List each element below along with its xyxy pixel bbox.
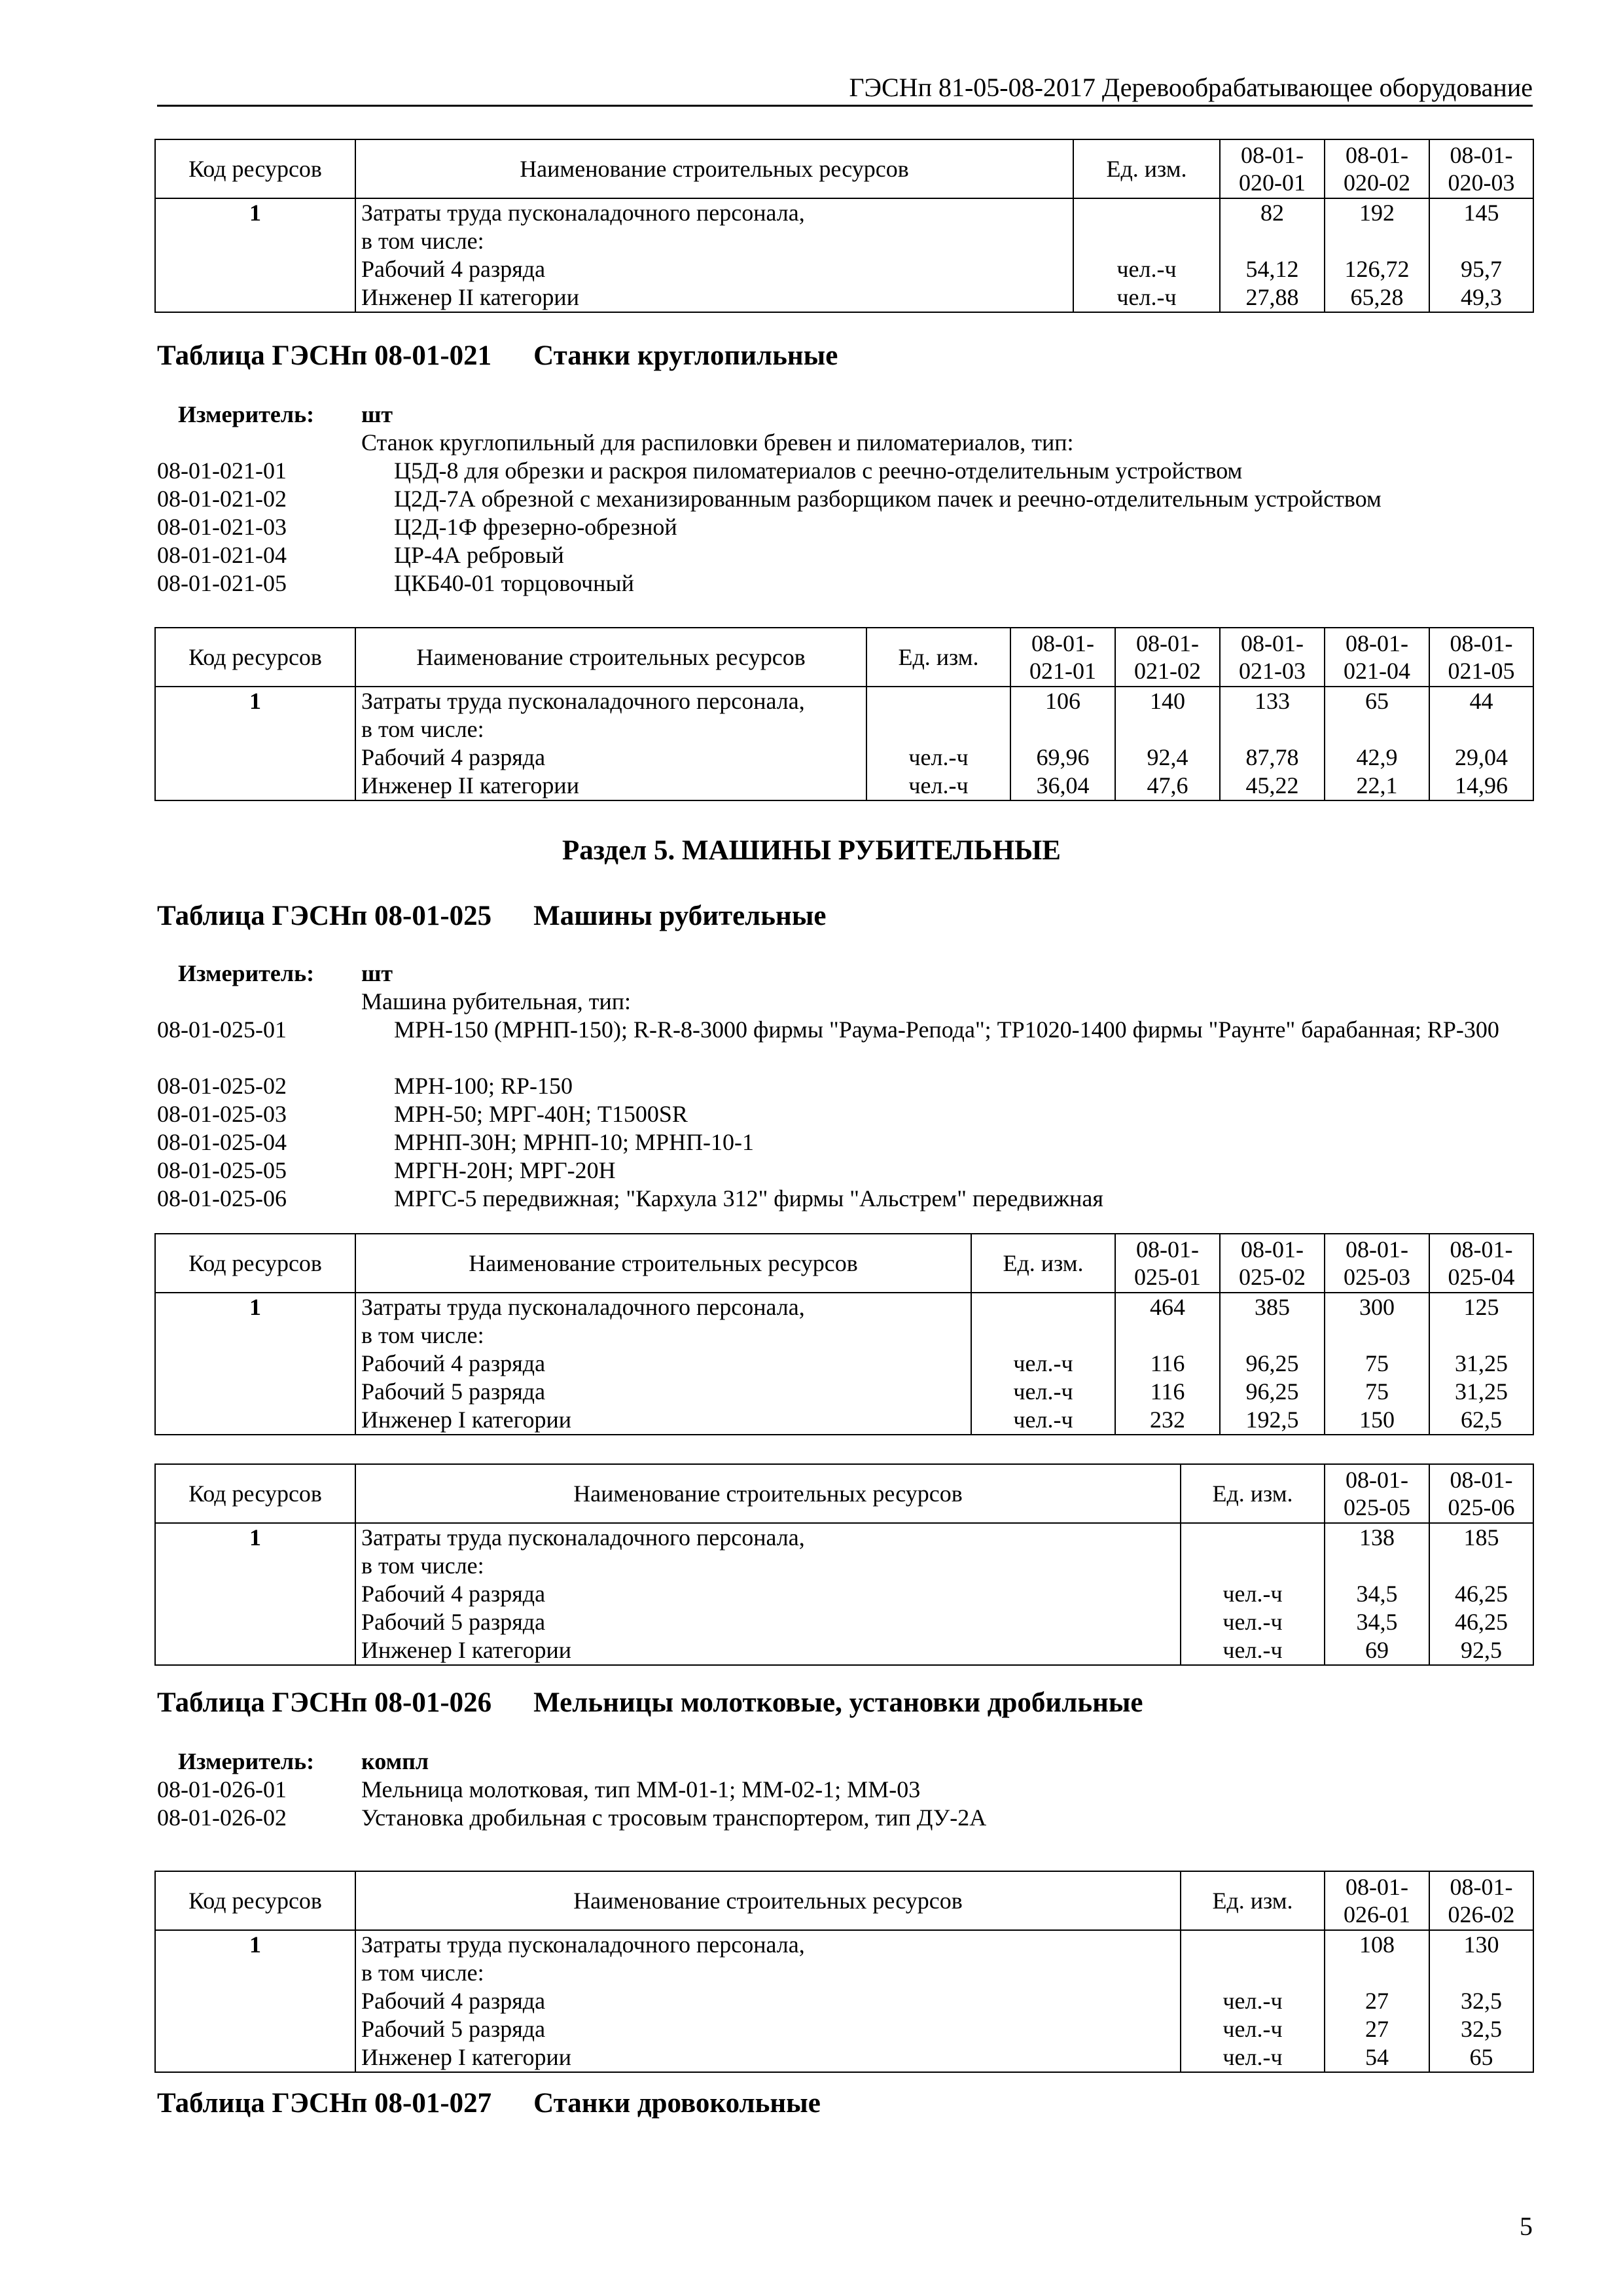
list-item: 08-01-025-03 МРН-50; МРГ-40Н; Т1500SR: [157, 1101, 688, 1127]
col-norm-header: 08-01- 020-03: [1429, 139, 1533, 198]
table-header-row: Код ресурсов Наименование строительных ресурсов Ед. изм. 08-01- 025-01 08-01- 025-02 08-01- 025-03 08-01- 025-04: [155, 1234, 1533, 1293]
resource-table-025-a: [154, 1233, 1534, 1435]
table-row: 1 Затраты труда пусконаладочного персонала, в том числе: Рабочий 4 разряда Рабочий 5 разряда Инженер I категории чел.-ч чел.-ч чел.-ч 138 34,5 34,5 69 185 46,25 46,25 92,5: [155, 1523, 1533, 1665]
list-item: 08-01-021-05 ЦКБ40-01 торцовочный: [157, 570, 634, 596]
meter-block-026: Измеритель: компл 08-01-026-01 Мельница молотковая, тип ММ-01-1; ММ-02-1; ММ-03 08-01-026-02 Установка дробильная с тросовым транспортером, тип ДУ-2А: [157, 1748, 1533, 1832]
resource-table-021: [154, 627, 1534, 801]
list-item: 08-01-025-01 МРН-150 (МРНП-150); R-R-8-3000 фирмы "Раума-Репода"; ТР1020-1400 фирмы "Раунте" барабанная; RP-300: [157, 1016, 1499, 1043]
table-header-row: Код ресурсов Наименование строительных ресурсов Ед. изм. 08-01- 021-01 08-01- 021-02 08-01- 021-03 08-01- 021-04 08-01- 021-05: [155, 628, 1533, 687]
table-header-row: Код ресурсов Наименование строительных ресурсов Ед. изм. 08-01- 026-01 08-01- 026-02: [155, 1871, 1533, 1930]
page-number: 5: [1520, 2212, 1533, 2241]
table-title-025: Таблица ГЭСНп 08-01-025 Машины рубительные: [157, 901, 827, 931]
resource-unit: чел.-ч чел.-ч: [1073, 198, 1220, 312]
norm-values: 145 95,7 49,3: [1429, 198, 1533, 312]
resource-code: 1: [155, 198, 355, 312]
table-header-row: Код ресурсов Наименование строительных ресурсов Ед. изм. 08-01- 025-05 08-01- 025-06: [155, 1464, 1533, 1523]
list-item: 08-01-021-01 Ц5Д-8 для обрезки и раскроя пиломатериалов с реечно-отделительным устройством: [157, 457, 1243, 484]
table-title-021: Таблица ГЭСНп 08-01-021 Станки круглопильные: [157, 340, 838, 371]
resource-table-026: [154, 1871, 1534, 2073]
col-name-header: Наименование строительных ресурсов: [355, 139, 1073, 198]
list-item: 08-01-025-05 МРГН-20Н; МРГ-20Н: [157, 1157, 616, 1183]
section-title: Раздел 5. МАШИНЫ РУБИТЕЛЬНЫЕ: [562, 835, 1061, 866]
col-norm-header: 08-01- 020-01: [1220, 139, 1325, 198]
table-row: 1 Затраты труда пусконаладочного персонала, в том числе: Рабочий 4 разряда Рабочий 5 разряда Инженер I категории чел.-ч чел.-ч чел.-ч 464 116 116 232 385 96,25 96,25 192,5 300 75 75 150 125 31,25 31,25 62,5: [155, 1293, 1533, 1435]
list-item: 08-01-025-04 МРНП-30Н; МРНП-10; МРНП-10-1: [157, 1129, 755, 1155]
list-item: 08-01-026-02 Установка дробильная с тросовым транспортером, тип ДУ-2А: [157, 1804, 987, 1831]
resource-name: Затраты труда пусконаладочного персонала, в том числе: Рабочий 4 разряда Инженер II категории: [355, 198, 1073, 312]
meter-block-021: Измеритель: шт Станок круглопильный для распиловки бревен и пиломатериалов, тип: 08-01-021-01 Ц5Д-8 для обрезки и раскроя пиломатериалов с реечно-отделительным устройством 08-01-021-02 Ц2Д-7А обрезной с механизированным разборщиком пачек и реечно-отделительным устройством 08-01-021-03 Ц2Д-1Ф фрезерно-обрезной 08-01-021-04 ЦР-4А ребровый 08-01-021-05 ЦКБ40-01 торцовочный: [157, 401, 1533, 598]
col-unit-header: Ед. изм.: [1073, 139, 1220, 198]
running-header: ГЭСНп 81-05-08-2017 Деревообрабатывающее оборудование: [157, 71, 1533, 107]
list-item: 08-01-026-01 Мельница молотковая, тип ММ-01-1; ММ-02-1; ММ-03: [157, 1776, 921, 1803]
table-row: 1 Затраты труда пусконаладочного персонала, в том числе: Рабочий 4 разряда Инженер II категории чел.-ч чел.-ч 106 69,96 36,04 140 92,4 47,6 133 87,78 45,22 65 42,9 22,1 44 29,04 14,96: [155, 687, 1533, 800]
meter-block-025: Измеритель: шт Машина рубительная, тип: 08-01-025-01 МРН-150 (МРНП-150); R-R-8-3000 фирмы "Раума-Репода"; ТР1020-1400 фирмы "Раунте" барабанная; RP-300 08-01-025-02 МРН-100; RP-150 08-01-025-03 МРН-50; МРГ-40Н; Т1500SR 08-01-025-04 МРНП-30Н; МРНП-10; МРНП-10-1 08-01-025-05 МРГН-20Н; МРГ-20Н 08-01-025-06 МРГС-5 передвижная; "Кархула 312" фирмы "Альстрем" передвижная: [157, 960, 1533, 1213]
norm-values: 192 126,72 65,28: [1325, 198, 1429, 312]
col-code-header: Код ресурсов: [155, 139, 355, 198]
table-title-026: Таблица ГЭСНп 08-01-026 Мельницы молотковые, установки дробильные: [157, 1687, 1143, 1718]
list-item: 08-01-025-06 МРГС-5 передвижная; "Кархула 312" фирмы "Альстрем" передвижная: [157, 1185, 1103, 1211]
table-row: 1 Затраты труда пусконаладочного персонала, в том числе: Рабочий 4 разряда Рабочий 5 разряда Инженер I категории чел.-ч чел.-ч чел.-ч 108 27 27 54 130 32,5 32,5 65: [155, 1930, 1533, 2072]
table-title-027: Таблица ГЭСНп 08-01-027 Станки дровокольные: [157, 2088, 821, 2119]
list-item: 08-01-021-04 ЦР-4А ребровый: [157, 542, 564, 568]
list-item: 08-01-021-03 Ц2Д-1Ф фрезерно-обрезной: [157, 514, 677, 540]
list-item: 08-01-025-02 МРН-100; RP-150: [157, 1073, 573, 1099]
table-row: [155, 198, 1533, 312]
resource-table-020: [154, 139, 1534, 313]
norm-values: 82 54,12 27,88: [1220, 198, 1325, 312]
col-norm-header: 08-01- 020-02: [1325, 139, 1429, 198]
resource-table-025-b: [154, 1463, 1534, 1666]
table-header-row: [155, 139, 1533, 198]
list-item: 08-01-021-02 Ц2Д-7А обрезной с механизированным разборщиком пачек и реечно-отделительным устройством: [157, 486, 1382, 512]
